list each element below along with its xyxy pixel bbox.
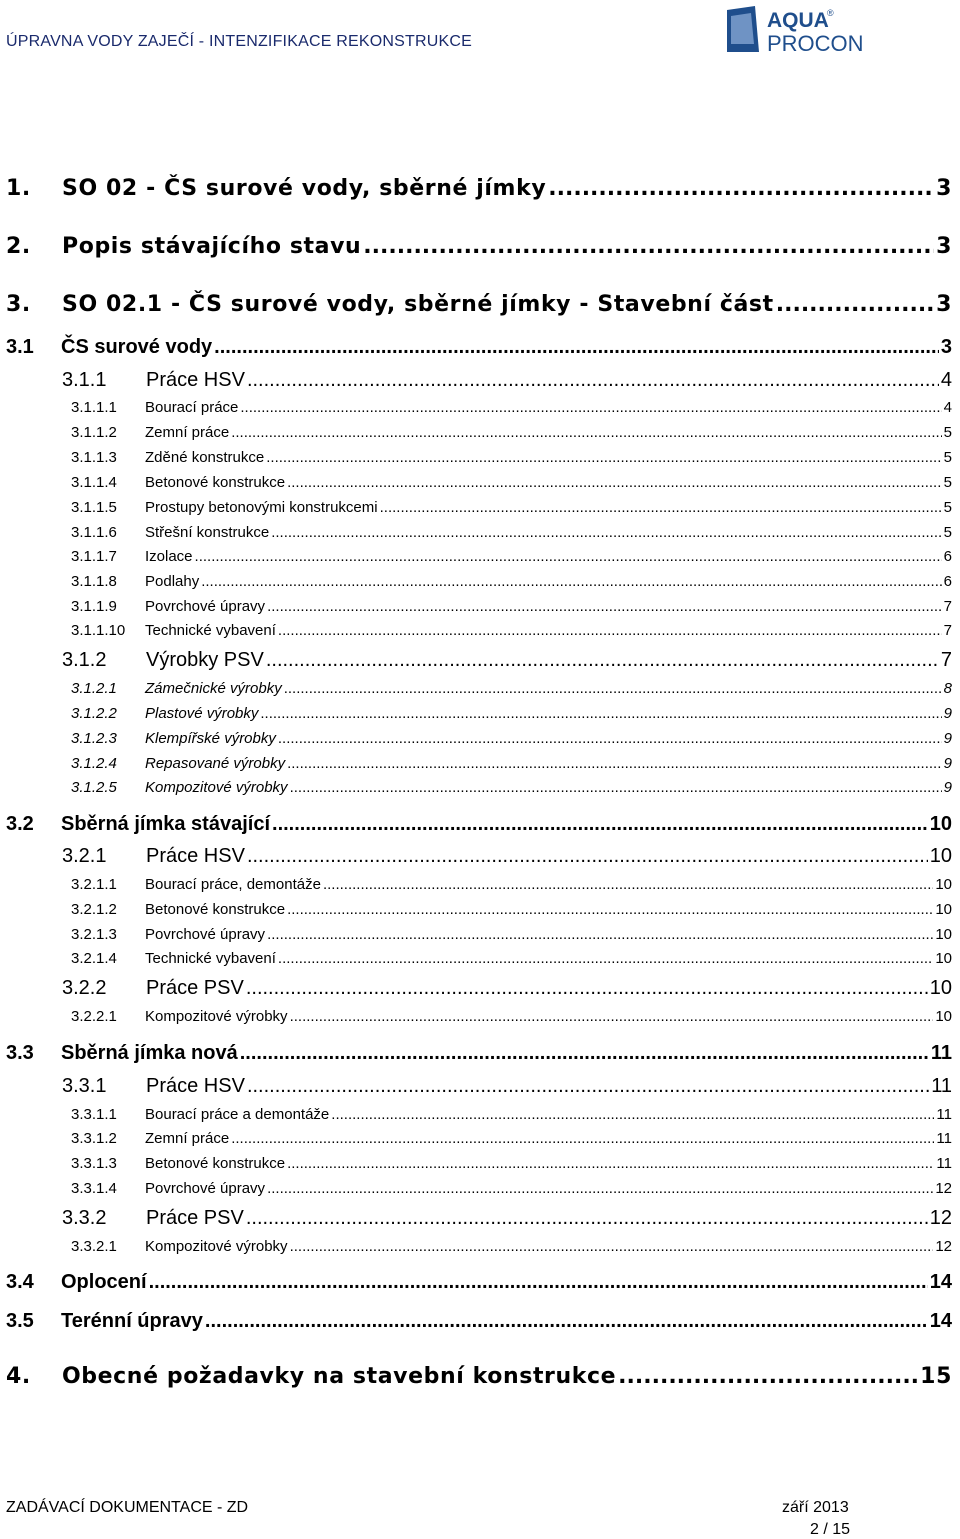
toc-entry-page: 6 <box>943 548 952 565</box>
toc-entry-number: 3.1.1.8 <box>71 573 117 590</box>
toc-entry-number: 3.1.2.3 <box>71 730 117 747</box>
toc-entry-number: 3.1.2.1 <box>71 680 117 697</box>
toc-entry-number: 3.1.2.2 <box>71 705 117 722</box>
toc-leader-dots <box>267 926 933 943</box>
toc-entry-number: 3.3.2 <box>62 1207 107 1229</box>
toc-leader-dots <box>331 1106 934 1123</box>
toc-leader-dots <box>287 474 942 491</box>
toc-entry[interactable] <box>71 901 952 918</box>
toc-entry[interactable] <box>71 926 952 943</box>
toc-entry-title: Kompozitové výrobky <box>145 1238 288 1255</box>
toc-leader-dots <box>272 813 928 836</box>
toc-entry[interactable] <box>71 474 952 491</box>
toc-entry[interactable] <box>71 548 952 565</box>
toc-entry[interactable] <box>71 1130 952 1147</box>
toc-entry-number: 3.4 <box>6 1271 34 1293</box>
toc-entry-page: 5 <box>943 424 952 441</box>
toc-entry[interactable] <box>71 779 952 796</box>
toc-entry-title: Práce PSV <box>146 1207 244 1229</box>
toc-entry-number: 3.1.2.5 <box>71 779 117 796</box>
toc-entry-number: 3.3 <box>6 1042 34 1064</box>
toc-entry-title: Kompozitové výrobky <box>145 779 288 796</box>
toc-leader-dots <box>323 876 933 893</box>
footer-document-type: ZADÁVACÍ DOKUMENTACE - ZD <box>6 1499 249 1516</box>
toc-entry-title: Práce HSV <box>146 369 245 391</box>
toc-leader-dots <box>231 1130 934 1147</box>
toc-entry[interactable] <box>62 1207 952 1230</box>
toc-leader-dots <box>548 176 934 201</box>
toc-entry-title: Zámečnické výrobky <box>145 680 282 697</box>
toc-entry[interactable] <box>71 1180 952 1197</box>
toc-entry-page: 12 <box>929 1207 952 1229</box>
toc-entry-page: 5 <box>943 474 952 491</box>
logo-registered-mark: ® <box>827 8 834 18</box>
toc-leader-dots <box>290 779 942 796</box>
toc-entry-page: 11 <box>936 1155 952 1172</box>
toc-leader-dots <box>201 573 941 590</box>
toc-leader-dots <box>267 598 942 615</box>
toc-entry-page: 7 <box>943 598 952 615</box>
toc-entry-title: SO 02 - ČS surové vody, sběrné jímky <box>62 176 547 201</box>
toc-entry-page: 8 <box>943 680 952 697</box>
document-header-title: ÚPRAVNA VODY ZAJEČÍ - INTENZIFIKACE REKONSTRUKCE <box>6 33 472 50</box>
toc-entry-title: Plastové výrobky <box>145 705 259 722</box>
toc-entry[interactable] <box>71 1008 952 1025</box>
toc-entry-page: 3 <box>940 336 952 358</box>
toc-entry-page: 6 <box>943 573 952 590</box>
toc-leader-dots <box>231 424 941 441</box>
toc-entry-page: 3 <box>936 292 952 317</box>
toc-entry-number: 3. <box>6 292 31 317</box>
toc-entry-number: 3.2 <box>6 813 34 835</box>
toc-entry-page: 10 <box>929 977 952 999</box>
toc-entry[interactable] <box>62 1075 952 1098</box>
toc-entry-page: 11 <box>931 1075 952 1097</box>
toc-entry-number: 3.1.1.9 <box>71 598 117 615</box>
toc-entry-page: 11 <box>936 1130 952 1147</box>
toc-entry-page: 11 <box>936 1106 952 1123</box>
toc-entry-title: Sběrná jímka nová <box>61 1042 238 1064</box>
toc-entry-title: Oplocení <box>61 1271 147 1293</box>
toc-entry-page: 10 <box>935 926 952 943</box>
toc-entry[interactable] <box>71 499 952 516</box>
toc-entry-title: Klempířské výrobky <box>145 730 276 747</box>
toc-entry-title: Popis stávajícího stavu <box>62 234 362 259</box>
toc-entry[interactable] <box>71 399 952 416</box>
toc-entry-title: Obecné požadavky na stavební konstrukce <box>62 1364 617 1389</box>
toc-entry-number: 3.3.1.3 <box>71 1155 117 1172</box>
toc-entry[interactable] <box>62 977 952 1000</box>
toc-entry-title: Prostupy betonovými konstrukcemi <box>145 499 378 516</box>
toc-entry-title: Výrobky PSV <box>146 649 264 671</box>
toc-entry[interactable] <box>62 845 952 868</box>
toc-entry-title: ČS surové vody <box>61 336 213 358</box>
toc-entry-title: Repasované výrobky <box>145 755 286 772</box>
toc-leader-dots <box>149 1271 928 1294</box>
toc-entry[interactable] <box>71 680 952 697</box>
toc-leader-dots <box>260 705 941 722</box>
toc-entry-title: Terénní úpravy <box>61 1310 203 1332</box>
toc-entry-page: 7 <box>940 649 952 671</box>
toc-entry-title: Kompozitové výrobky <box>145 1008 288 1025</box>
toc-leader-dots <box>363 234 934 259</box>
toc-entry-page: 12 <box>935 1180 952 1197</box>
toc-leader-dots <box>287 901 933 918</box>
toc-leader-dots <box>266 449 941 466</box>
toc-entry-title: Práce PSV <box>146 977 244 999</box>
toc-entry-page: 14 <box>929 1271 952 1293</box>
toc-entry-page: 10 <box>935 901 952 918</box>
toc-entry[interactable] <box>6 1364 952 1389</box>
toc-entry-page: 10 <box>929 845 952 867</box>
toc-leader-dots <box>290 1238 934 1255</box>
toc-entry[interactable] <box>71 876 952 893</box>
toc-entry-page: 3 <box>936 176 952 201</box>
toc-leader-dots <box>284 680 942 697</box>
toc-entry-number: 3.2.2 <box>62 977 107 999</box>
toc-entry[interactable] <box>71 1238 952 1255</box>
toc-entry[interactable] <box>71 449 952 466</box>
toc-leader-dots <box>380 499 942 516</box>
logo-mark-light <box>731 13 754 44</box>
toc-leader-dots <box>278 730 942 747</box>
toc-entry-number: 3.3.1 <box>62 1075 107 1097</box>
toc-leader-dots <box>290 1008 934 1025</box>
toc-entry[interactable] <box>71 755 952 772</box>
toc-entry-number: 3.1.1.4 <box>71 474 117 491</box>
toc-leader-dots <box>776 292 934 317</box>
aqua-procon-logo <box>727 6 927 56</box>
toc-entry[interactable] <box>71 950 952 967</box>
toc-entry-page: 15 <box>920 1364 952 1389</box>
toc-entry-page: 11 <box>930 1042 952 1064</box>
logo-graphic <box>727 6 927 56</box>
toc-entry-page: 4 <box>940 369 952 391</box>
toc-entry-title: Sběrná jímka stávající <box>61 813 271 835</box>
toc-entry-number: 3.1.1.2 <box>71 424 117 441</box>
toc-entry[interactable] <box>6 234 952 259</box>
toc-entry[interactable] <box>6 1042 952 1065</box>
toc-entry-number: 1. <box>6 176 31 201</box>
toc-entry-page: 10 <box>935 876 952 893</box>
toc-entry-title: Povrchové úpravy <box>145 1180 266 1197</box>
toc-entry-number: 3.2.1.2 <box>71 901 117 918</box>
toc-entry[interactable] <box>71 573 952 590</box>
toc-entry[interactable] <box>6 1310 952 1333</box>
toc-entry-page: 3 <box>936 234 952 259</box>
toc-entry[interactable] <box>71 598 952 615</box>
logo-text-procon: PROCON <box>767 31 864 56</box>
toc-entry-number: 3.2.1.3 <box>71 926 117 943</box>
toc-leader-dots <box>267 1180 933 1197</box>
toc-leader-dots <box>240 1042 929 1065</box>
toc-entry-title: Technické vybavení <box>145 622 276 639</box>
toc-leader-dots <box>247 1075 929 1098</box>
toc-entry[interactable] <box>6 292 952 317</box>
toc-leader-dots <box>278 950 933 967</box>
toc-entry-number: 3.1.1.10 <box>71 622 126 639</box>
toc-leader-dots <box>618 1364 918 1389</box>
toc-entry[interactable] <box>62 369 952 392</box>
toc-entry-page: 5 <box>943 499 952 516</box>
toc-entry[interactable] <box>71 1155 952 1172</box>
toc-entry-page: 10 <box>935 950 952 967</box>
toc-entry-title: Střešní konstrukce <box>145 524 270 541</box>
toc-entry-page: 14 <box>929 1310 952 1332</box>
toc-entry[interactable] <box>71 1106 952 1123</box>
toc-entry-number: 3.1.1.5 <box>71 499 117 516</box>
toc-entry-title: Povrchové úpravy <box>145 598 266 615</box>
toc-entry-number: 3.2.1 <box>62 845 107 867</box>
toc-leader-dots <box>247 845 928 868</box>
footer-date: září 2013 <box>782 1499 849 1516</box>
toc-leader-dots <box>266 649 939 672</box>
toc-entry[interactable] <box>6 1271 952 1294</box>
toc-leader-dots <box>278 622 942 639</box>
toc-entry-number: 3.2.2.1 <box>71 1008 117 1025</box>
toc-entry-number: 3.3.1.4 <box>71 1180 117 1197</box>
footer-page-number: 2 / 15 <box>810 1521 851 1538</box>
toc-entry-number: 3.1.1.6 <box>71 524 117 541</box>
toc-entry[interactable] <box>6 336 952 359</box>
toc-entry-page: 9 <box>943 779 952 796</box>
toc-leader-dots <box>247 369 939 392</box>
toc-entry-page: 10 <box>935 1008 952 1025</box>
toc-entry[interactable] <box>6 176 952 201</box>
toc-entry-title: Zemní práce <box>145 1130 230 1147</box>
toc-entry-number: 3.1.2 <box>62 649 107 671</box>
toc-entry-page: 5 <box>943 449 952 466</box>
logo-text-aqua: AQUA <box>767 9 829 32</box>
toc-entry-number: 3.3.1.1 <box>71 1106 117 1123</box>
toc-entry-title: Práce HSV <box>146 1075 245 1097</box>
toc-entry[interactable] <box>71 424 952 441</box>
toc-entry-title: Betonové konstrukce <box>145 901 286 918</box>
toc-entry-title: Izolace <box>145 548 193 565</box>
toc-entry-title: Zděné konstrukce <box>145 449 265 466</box>
toc-entry-title: Betonové konstrukce <box>145 474 286 491</box>
toc-entry[interactable] <box>71 622 952 639</box>
toc-entry[interactable] <box>71 730 952 747</box>
toc-entry-number: 3.3.2.1 <box>71 1238 117 1255</box>
toc-entry-number: 3.1.1.1 <box>71 399 117 416</box>
toc-leader-dots <box>287 1155 934 1172</box>
toc-leader-dots <box>214 336 939 359</box>
toc-entry-page: 9 <box>943 730 952 747</box>
toc-entry-title: Bourací práce a demontáže <box>145 1106 330 1123</box>
toc-entry-number: 3.2.1.1 <box>71 876 117 893</box>
toc-entry-number: 3.3.1.2 <box>71 1130 117 1147</box>
toc-entry-number: 3.1.1.7 <box>71 548 117 565</box>
toc-leader-dots <box>287 755 942 772</box>
toc-entry-title: Bourací práce, demontáže <box>145 876 321 893</box>
toc-entry-title: Zemní práce <box>145 424 230 441</box>
toc-leader-dots <box>246 977 928 1000</box>
toc-entry-number: 3.1.2.4 <box>71 755 117 772</box>
toc-entry-page: 12 <box>935 1238 952 1255</box>
toc-entry-page: 9 <box>943 755 952 772</box>
toc-entry-title: Technické vybavení <box>145 950 276 967</box>
toc-entry-title: Práce HSV <box>146 845 245 867</box>
toc-entry-title: Povrchové úpravy <box>145 926 266 943</box>
toc-entry-number: 3.1.1.3 <box>71 449 117 466</box>
toc-entry-title: Podlahy <box>145 573 200 590</box>
toc-leader-dots <box>205 1310 928 1333</box>
toc-entry-page: 4 <box>943 399 952 416</box>
toc-entry-title: Bourací práce <box>145 399 239 416</box>
toc-entry-number: 3.2.1.4 <box>71 950 117 967</box>
toc-entry-page: 10 <box>929 813 952 835</box>
toc-entry-title: SO 02.1 - ČS surové vody, sběrné jímky - Stavební část <box>62 292 774 317</box>
toc-leader-dots <box>240 399 941 416</box>
toc-entry-number: 2. <box>6 234 31 259</box>
toc-entry-number: 3.1.1 <box>62 369 107 391</box>
toc-entry-page: 5 <box>943 524 952 541</box>
toc-entry[interactable] <box>62 649 952 672</box>
toc-entry-number: 3.5 <box>6 1310 34 1332</box>
toc-entry-page: 7 <box>943 622 952 639</box>
toc-leader-dots <box>195 548 942 565</box>
toc-entry-number: 3.1 <box>6 336 34 358</box>
toc-entry[interactable] <box>71 524 952 541</box>
toc-entry-page: 9 <box>943 705 952 722</box>
toc-leader-dots <box>246 1207 928 1230</box>
toc-entry-title: Betonové konstrukce <box>145 1155 286 1172</box>
toc-entry-number: 4. <box>6 1364 31 1389</box>
toc-entry[interactable] <box>71 705 952 722</box>
toc-entry[interactable] <box>6 813 952 836</box>
toc-leader-dots <box>271 524 941 541</box>
